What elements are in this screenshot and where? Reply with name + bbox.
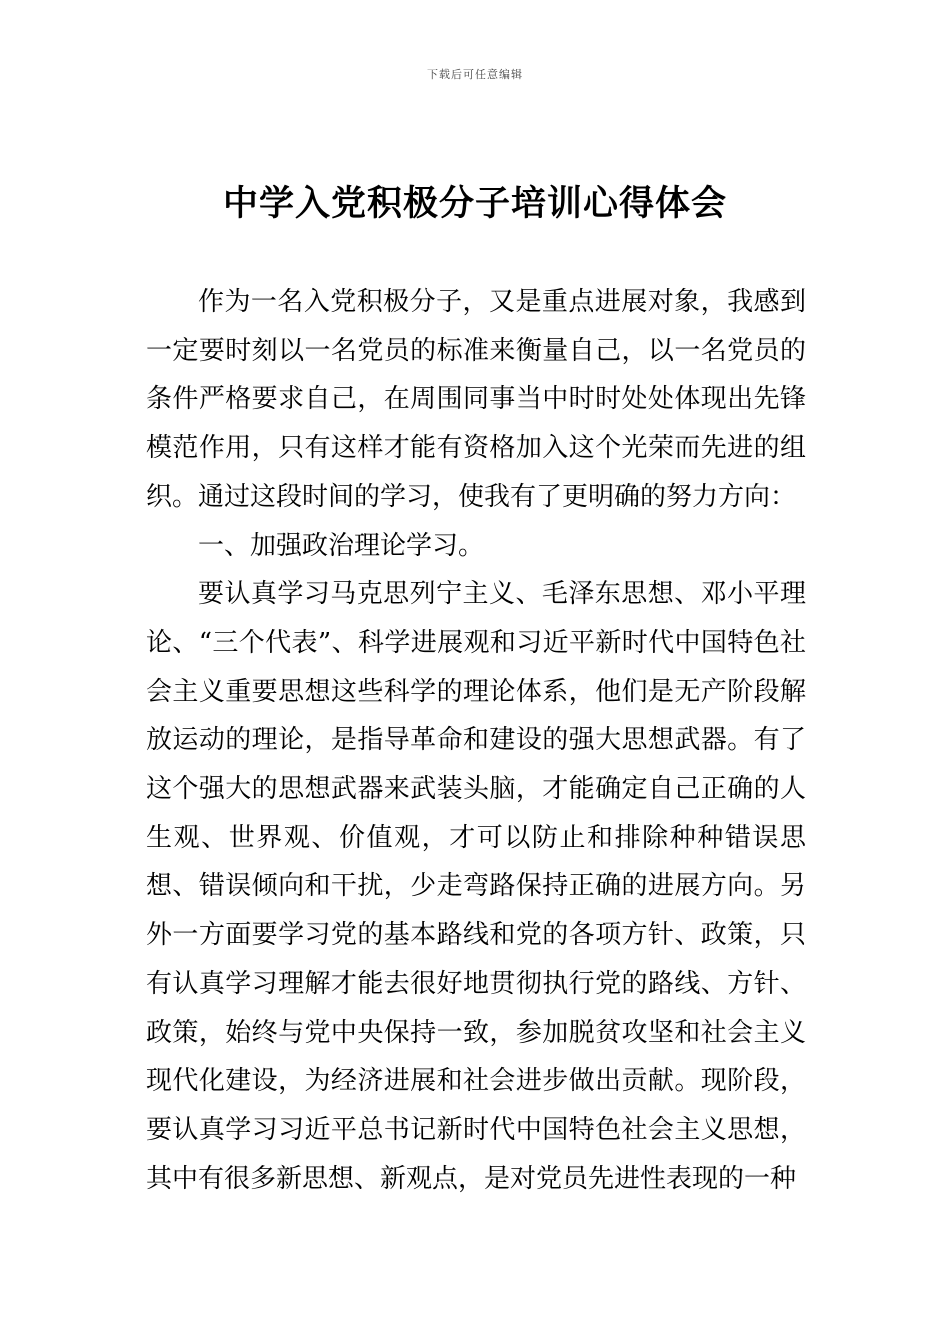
paragraph-intro: 作为一名入党积极分子，又是重点进展对象，我感到一定要时刻以一名党员的标准来衡量自己，以一名党员的条件严格要求自己，在周围同事当中时时处处体现出先锋模范作用，只有这样才能有资格加入这个光荣而先进的组织。通过这段时间的学习，使我有了更明确的努力方向： [146, 287, 806, 512]
document-body [146, 278, 806, 1203]
document-title: 中学入党积极分子培训心得体会 [222, 183, 727, 224]
paragraph-theory-study: 要认真学习马克思列宁主义、毛泽东思想、邓小平理论、“三个代表”、科学进展观和习近平新时代中国特色社会主义重要思想这些科学的理论体系，他们是无产阶段解放运动的理论，是指导革命和建设的强大思想武器。有了这个强大的思想武器来武装头脑，才能确定自己正确的人生观、世界观、价值观，才可以防止和排除种种错误思想、错误倾向和干扰，少走弯路保持正确的进展方向。另外一方面要学习党的基本路线和党的各项方针、政策，只有认真学习理解才能去很好地贯彻执行党的路线、方针、政策，始终与党中央保持一致，参加脱贫攻坚和社会主义现代化建设，为经济进展和社会进步做出贡献。现阶段，要认真学习习近平总书记新时代中国特色社会主义思想，其中有很多新思想、新观点，是对党员先进性表现的一种 [146, 579, 806, 1194]
header-note: 下载后可任意编辑 [427, 68, 523, 81]
section-heading-1: 一、加强政治理论学习。 [198, 530, 485, 561]
